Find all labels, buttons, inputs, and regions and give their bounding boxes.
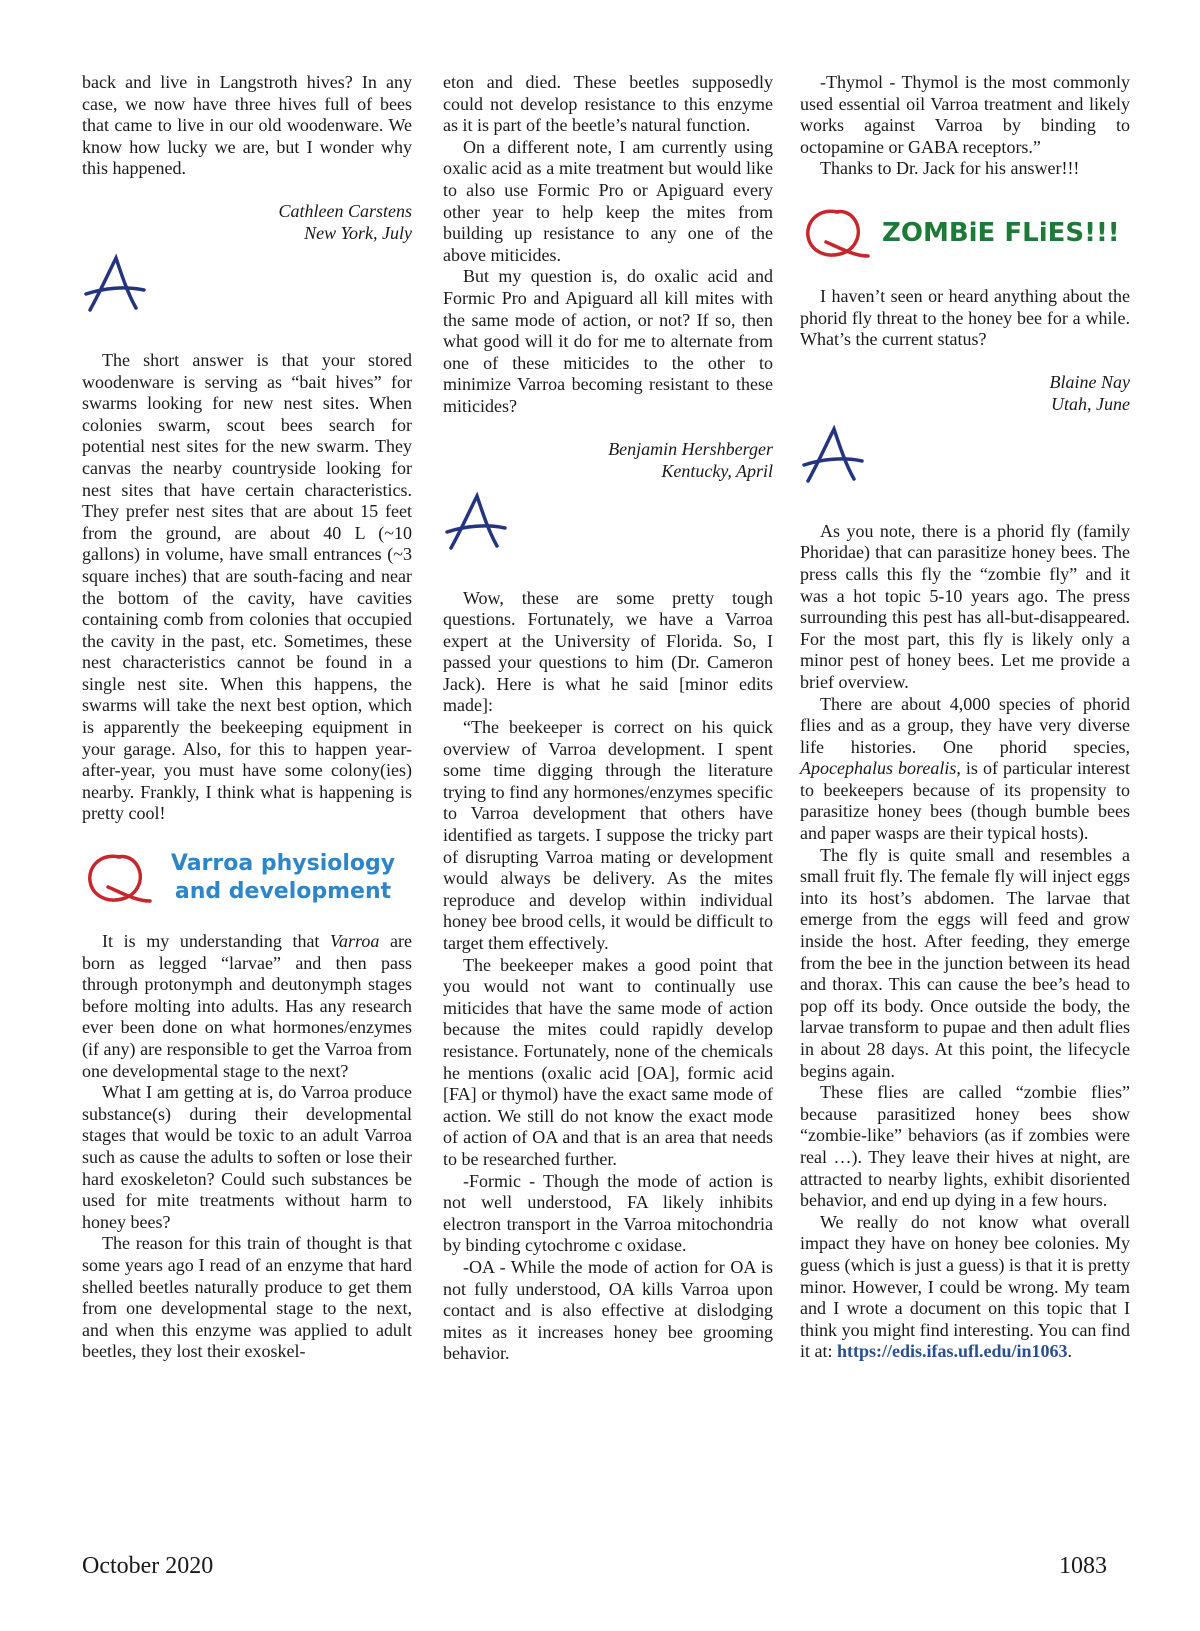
- answer-paragraph: [800, 694, 1130, 845]
- question-continuation: eton and died. These beetles supposedly could not develop resistance to this enzyme as it is part of the beetle’s natural function.: [443, 72, 773, 136]
- edis-link[interactable]: https://edis.ifas.ufl.edu/in1063: [837, 1341, 1068, 1362]
- answer-paragraph: As you note, there is a phorid fly (family Phoridae) that can parasitize honey bees. The press calls this fly the “zombie fly” and it was a hot topic 5-10 years ago. The press surrounding this pest has all-but-disappeared. For the most part, this fly is likely only a minor pest of honey bees. Let me provide a brief overview.: [800, 520, 1130, 692]
- answer-paragraph: “The beekeeper is correct on his quick overview of Varroa development. I spent some time digging through the literature trying to find any hormones/enzymes specific to Varroa development that others have identified as targets. I suppose the tricky part of disrupting Varroa mating or development would always be delivery. As the mites reproduce and develop within individual honey bee brood cells, it would be difficult to target them effectively.: [443, 717, 773, 953]
- answer-paragraph: Wow, these are some pretty tough questions. Fortunately, we have a Varroa expert at the University of Florida. So, I passed your questions to him (Dr. Cameron Jack). Here is what he said [minor edits made]:: [443, 587, 773, 716]
- answer-paragraph: -Formic - Though the mode of action is not well understood, FA likely inhibits electron transport in the Varroa mitochondria by binding cytochrome c oxidase.: [443, 1170, 773, 1256]
- column-2: [443, 72, 773, 1365]
- question-title: [154, 850, 412, 906]
- question-title-line1: Varroa physiology: [170, 851, 396, 877]
- text-span: We really do not know what overall impact they have on honey bee colonies. My guess (which is just a guess) is that it is pretty minor. However, I could be wrong. My team and I wrote a document on this topic that I think you might find interesting. You can find it at:: [800, 1211, 1130, 1362]
- question-paragraph: But my question is, do oxalic acid and Formic Pro and Apiguard all kill mites with the same mode of action, or not? If so, then what good will it do for me to alternate from one of these miticides to the other to minimize Varroa becoming resistant to these miticides?: [443, 266, 773, 416]
- answer-paragraph: The fly is quite small and resembles a small fruit fly. The female fly will inject eggs into its host’s abdomen. The larvae that emerge from the eggs will feed and grow inside the host. After feeding, they emerge from the bee in the junction between its head and thorax. This can cause the bee’s head to pop off its body. Once outside the body, the larvae transform to pupae and then adult flies in about 28 days. At this point, the lifecycle begins again.: [800, 844, 1130, 1081]
- question-continuation: back and live in Langstroth hives? In any case, we now have three hives full of bees that came to live in our old woodenware. We know how lucky we are, but I wonder why this happened.: [82, 72, 412, 179]
- answer-a-icon: [443, 490, 773, 570]
- question-header-varroa: [82, 847, 412, 909]
- italic-span: Varroa: [330, 931, 380, 952]
- question-paragraph: What I am getting at is, do Varroa produce substance(s) during their developmental stages that would be toxic to an adult Varroa such as cause the adults to soften or lose their hard exoskeleton? Could such substances be used for mite treatments without harm to honey bees?: [82, 1082, 412, 1232]
- answer-paragraph: -Thymol - Thymol is the most commonly used essential oil Varroa treatment and likely works against Varroa by binding to octopamine or GABA receptors.”: [800, 72, 1130, 157]
- signature-name: Benjamin Hershberger: [608, 438, 773, 459]
- question-q-icon: [800, 202, 872, 264]
- signature-nay: [800, 371, 1130, 415]
- answer-a-icon: [800, 423, 1130, 503]
- text-span: There are about 4,000 species of phorid flies and as a group, they have very diverse life histories. One phorid species,: [800, 693, 1130, 757]
- answer-paragraph: The beekeeper makes a good point that you would not want to continually use miticides that have the same mode of action because the mites could rapidly develop resistance. Fortunately, none of the chemicals he mentions (oxalic acid [OA], formic acid [FA] or thymol) have the exact same mode of action. We still do not know the exact mode of action of OA and that is an area that needs to be researched further.: [443, 954, 773, 1169]
- question-title: ZOMBiE FLiES!!!: [882, 217, 1120, 248]
- answer-a-icon: [82, 252, 412, 332]
- text-span: It is my understanding that: [102, 931, 331, 952]
- signature-place: New York, July: [304, 222, 412, 243]
- text-span: .: [1067, 1341, 1073, 1362]
- signature-hershberger: [443, 438, 773, 482]
- answer-paragraph: These flies are called “zombie flies” because parasitized honey bees show “zombie-like” behaviors (as if zombies were real …). They leave their hives at night, are attracted to nearby lights, exhibit disoriented behavior, and end up dying in a few hours.: [800, 1082, 1130, 1211]
- answer-paragraph: [800, 1212, 1130, 1363]
- question-paragraph: The reason for this train of thought is that some years ago I read of an enzyme that hard shelled beetles naturally produce to get them from one developmental stage to the next, and when this enzyme was applied to adult beetles, they lost their exoskel-: [82, 1233, 412, 1362]
- answer-paragraph: Thanks to Dr. Jack for his answer!!!: [820, 158, 1080, 179]
- answer-paragraph: -OA - While the mode of action for OA is not fully understood, OA kills Varroa upon contact and is also effective at dislodging mites as it increases honey bee grooming behavior.: [443, 1256, 773, 1364]
- question-paragraph: [82, 931, 412, 1082]
- footer-date: October 2020: [82, 1553, 214, 1579]
- signature-place: Kentucky, April: [661, 460, 773, 481]
- text-span: are born as legged “larvae” and then pass through protonymph and deutonymph stages before molting into adults. Has any research ever been done on what hormones/enzymes (if any) are responsible to get the Varroa from one developmental stage to the next?: [82, 931, 412, 1081]
- question-paragraph: I haven’t seen or heard anything about the phorid fly threat to the honey bee for a while. What’s the current status?: [800, 285, 1130, 350]
- signature-name: Blaine Nay: [1049, 371, 1130, 392]
- question-q-icon: [82, 847, 154, 909]
- signature-name: Cathleen Carstens: [278, 200, 412, 221]
- answer-paragraph: The short answer is that your stored woodenware is serving as “bait hives” for swarms looking for new nest sites. When colonies swarm, scout bees search for potential nest sites for the new swarm. They canvas the nearby countryside looking for nest sites that have certain characteristics. They prefer nest sites that are about 15 feet from the ground, are about 40 L (~10 gallons) in volume, have small entrances (~3 square inches) that are south-facing and near the bottom of the cavity, have cavities containing comb from colonies that occupied the cavity in the past, etc. Sometimes, these nest characteristics cannot be found in a single nest site. When this happens, the swarms will take the next best option, which is apparently the beekeeping equipment in your garage. Also, for this to happen year-after-year, you must have some colony(ies) nearby. Frankly, I think what is happening is pretty cool!: [82, 349, 412, 824]
- column-1: [82, 72, 412, 1363]
- question-paragraph: On a different note, I am currently using oxalic acid as a mite treatment but would like to also use Formic Pro or Apiguard every other year to help keep the mites from building up resistance to any one of the above miticides.: [443, 136, 773, 265]
- italic-span: Apocephalus borealis: [800, 758, 957, 779]
- signature-carstens: [82, 200, 412, 244]
- question-title-line2: and development: [174, 879, 392, 905]
- question-header-zombie: [800, 202, 1130, 264]
- text-span: , is of particular interest to beekeepers because of its propensity to parasitize honey bees (though bumble bees and paper wasps are their typical hosts).: [800, 758, 1130, 844]
- signature-place: Utah, June: [1051, 393, 1130, 414]
- footer-page-number: 1083: [1059, 1553, 1107, 1579]
- column-3: [800, 72, 1130, 1363]
